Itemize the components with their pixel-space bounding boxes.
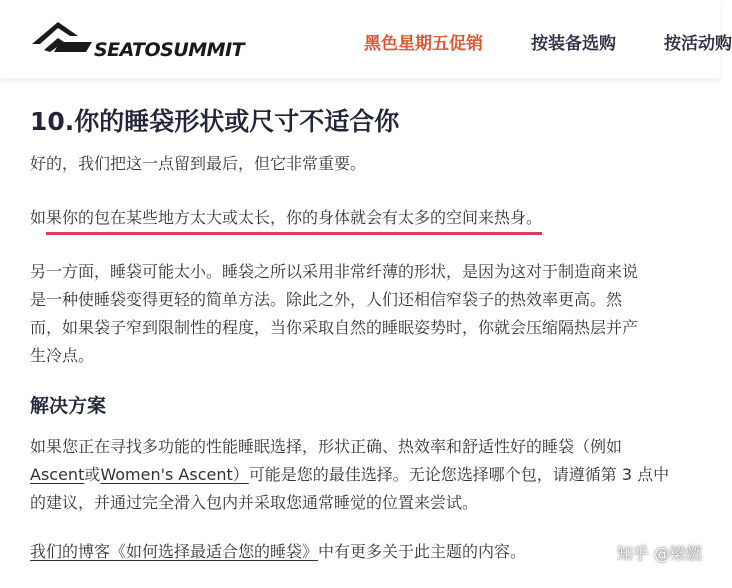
- paragraph-line: 的建议，并通过完全滑入包内并采取您通常睡觉的位置来尝试。: [30, 493, 479, 512]
- paragraph-highlight-lead: 如: [30, 208, 47, 227]
- paragraph-line: 另一方面，睡袋可能太小。睡袋之所以采用非常纤薄的形状，是因为这对于制造商来说: [30, 262, 639, 281]
- paragraph-solution: [30, 433, 669, 517]
- zhihu-watermark: 知乎 @梁燃: [616, 544, 702, 563]
- section-title: 10.你的睡袋形状或尺寸不适合你: [30, 107, 400, 136]
- nav-black-friday[interactable]: 黑色星期五促销: [364, 34, 483, 54]
- paragraph-blog: [30, 538, 526, 566]
- brand-logo[interactable]: [30, 20, 262, 62]
- paragraph-line: 生冷点。: [30, 346, 95, 365]
- blog-line-rest: 中有更多关于此主题的内容。: [318, 542, 527, 561]
- nav-shop-by-activity[interactable]: 按活动购: [664, 34, 732, 54]
- site-header: [0, 0, 732, 78]
- womens-ascent-link[interactable]: Women's Ascent）: [100, 465, 249, 484]
- brand-logo-text: SEATOSUMMIT: [94, 39, 245, 61]
- paragraph-intro-text: 好的，我们把这一点留到最后，但它非常重要。: [30, 154, 367, 173]
- paragraph-line: 是一种使睡袋变得更轻的简单方法。除此之外，人们还相信窄袋子的热效率更高。然: [30, 290, 623, 309]
- paragraph-too-small: [30, 258, 638, 370]
- paragraph-line-rest: 可能是您的最佳选择。无论您选择哪个包，请遵循第 3 点中: [248, 465, 670, 484]
- paragraph-highlight: [30, 204, 542, 232]
- paragraph-line: 如果您正在寻找多功能的性能睡眠选择，形状正确、热效率和舒适性好的睡袋（例如: [30, 437, 623, 456]
- blog-link[interactable]: 我们的博客《如何选择最适合您的睡袋》: [30, 542, 319, 561]
- nav-shop-by-gear[interactable]: 按装备选购: [531, 34, 616, 54]
- solution-heading: 解决方案: [30, 395, 107, 417]
- highlighted-sentence: 果你的包在某些地方太大或太长，你的身体就会有太多的空间来热身。: [46, 204, 542, 235]
- mountain-logo-icon: [30, 20, 100, 62]
- paragraph-line: 而，如果袋子窄到限制性的程度，当你采取自然的睡眠姿势时，你就会压缩隔热层并产: [30, 318, 639, 337]
- paragraph-intro: [30, 150, 366, 178]
- ascent-link[interactable]: Ascent: [30, 465, 85, 484]
- or-text: 或: [84, 465, 101, 484]
